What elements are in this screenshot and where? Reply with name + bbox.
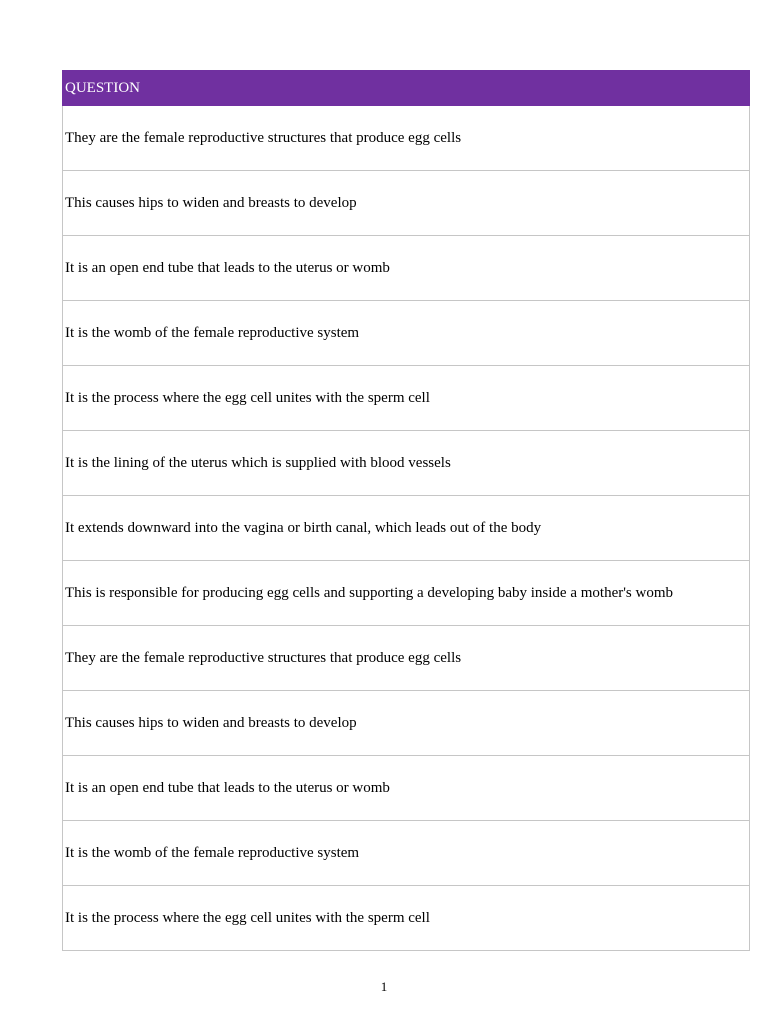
question-cell: It is the womb of the female reproductive system <box>63 821 750 886</box>
question-cell: This causes hips to widen and breasts to develop <box>63 691 750 756</box>
table-row <box>63 236 750 301</box>
table-row <box>63 106 750 171</box>
question-cell: This is responsible for producing egg cells and supporting a developing baby inside a mother's womb <box>63 561 750 626</box>
question-cell: This causes hips to widen and breasts to develop <box>63 171 750 236</box>
question-table <box>62 70 750 951</box>
question-cell: They are the female reproductive structures that produce egg cells <box>63 106 750 171</box>
table-row <box>63 691 750 756</box>
question-cell: It is the lining of the uterus which is supplied with blood vessels <box>63 431 750 496</box>
table-row <box>63 821 750 886</box>
table-row <box>63 171 750 236</box>
table-row <box>63 886 750 951</box>
table-row <box>63 301 750 366</box>
question-cell: They are the female reproductive structures that produce egg cells <box>63 626 750 691</box>
column-header-question: QUESTION <box>63 71 750 106</box>
table-row <box>63 496 750 561</box>
question-cell: It is an open end tube that leads to the uterus or womb <box>63 756 750 821</box>
question-cell: It is an open end tube that leads to the uterus or womb <box>63 236 750 301</box>
table-header-row <box>63 71 750 106</box>
question-cell: It is the process where the egg cell unites with the sperm cell <box>63 886 750 951</box>
question-cell: It is the process where the egg cell unites with the sperm cell <box>63 366 750 431</box>
table-row <box>63 756 750 821</box>
question-cell: It extends downward into the vagina or birth canal, which leads out of the body <box>63 496 750 561</box>
table-row <box>63 626 750 691</box>
table-row <box>63 431 750 496</box>
table-row <box>63 366 750 431</box>
question-cell: It is the womb of the female reproductive system <box>63 301 750 366</box>
table-row <box>63 561 750 626</box>
page-number: 1 <box>380 979 388 994</box>
